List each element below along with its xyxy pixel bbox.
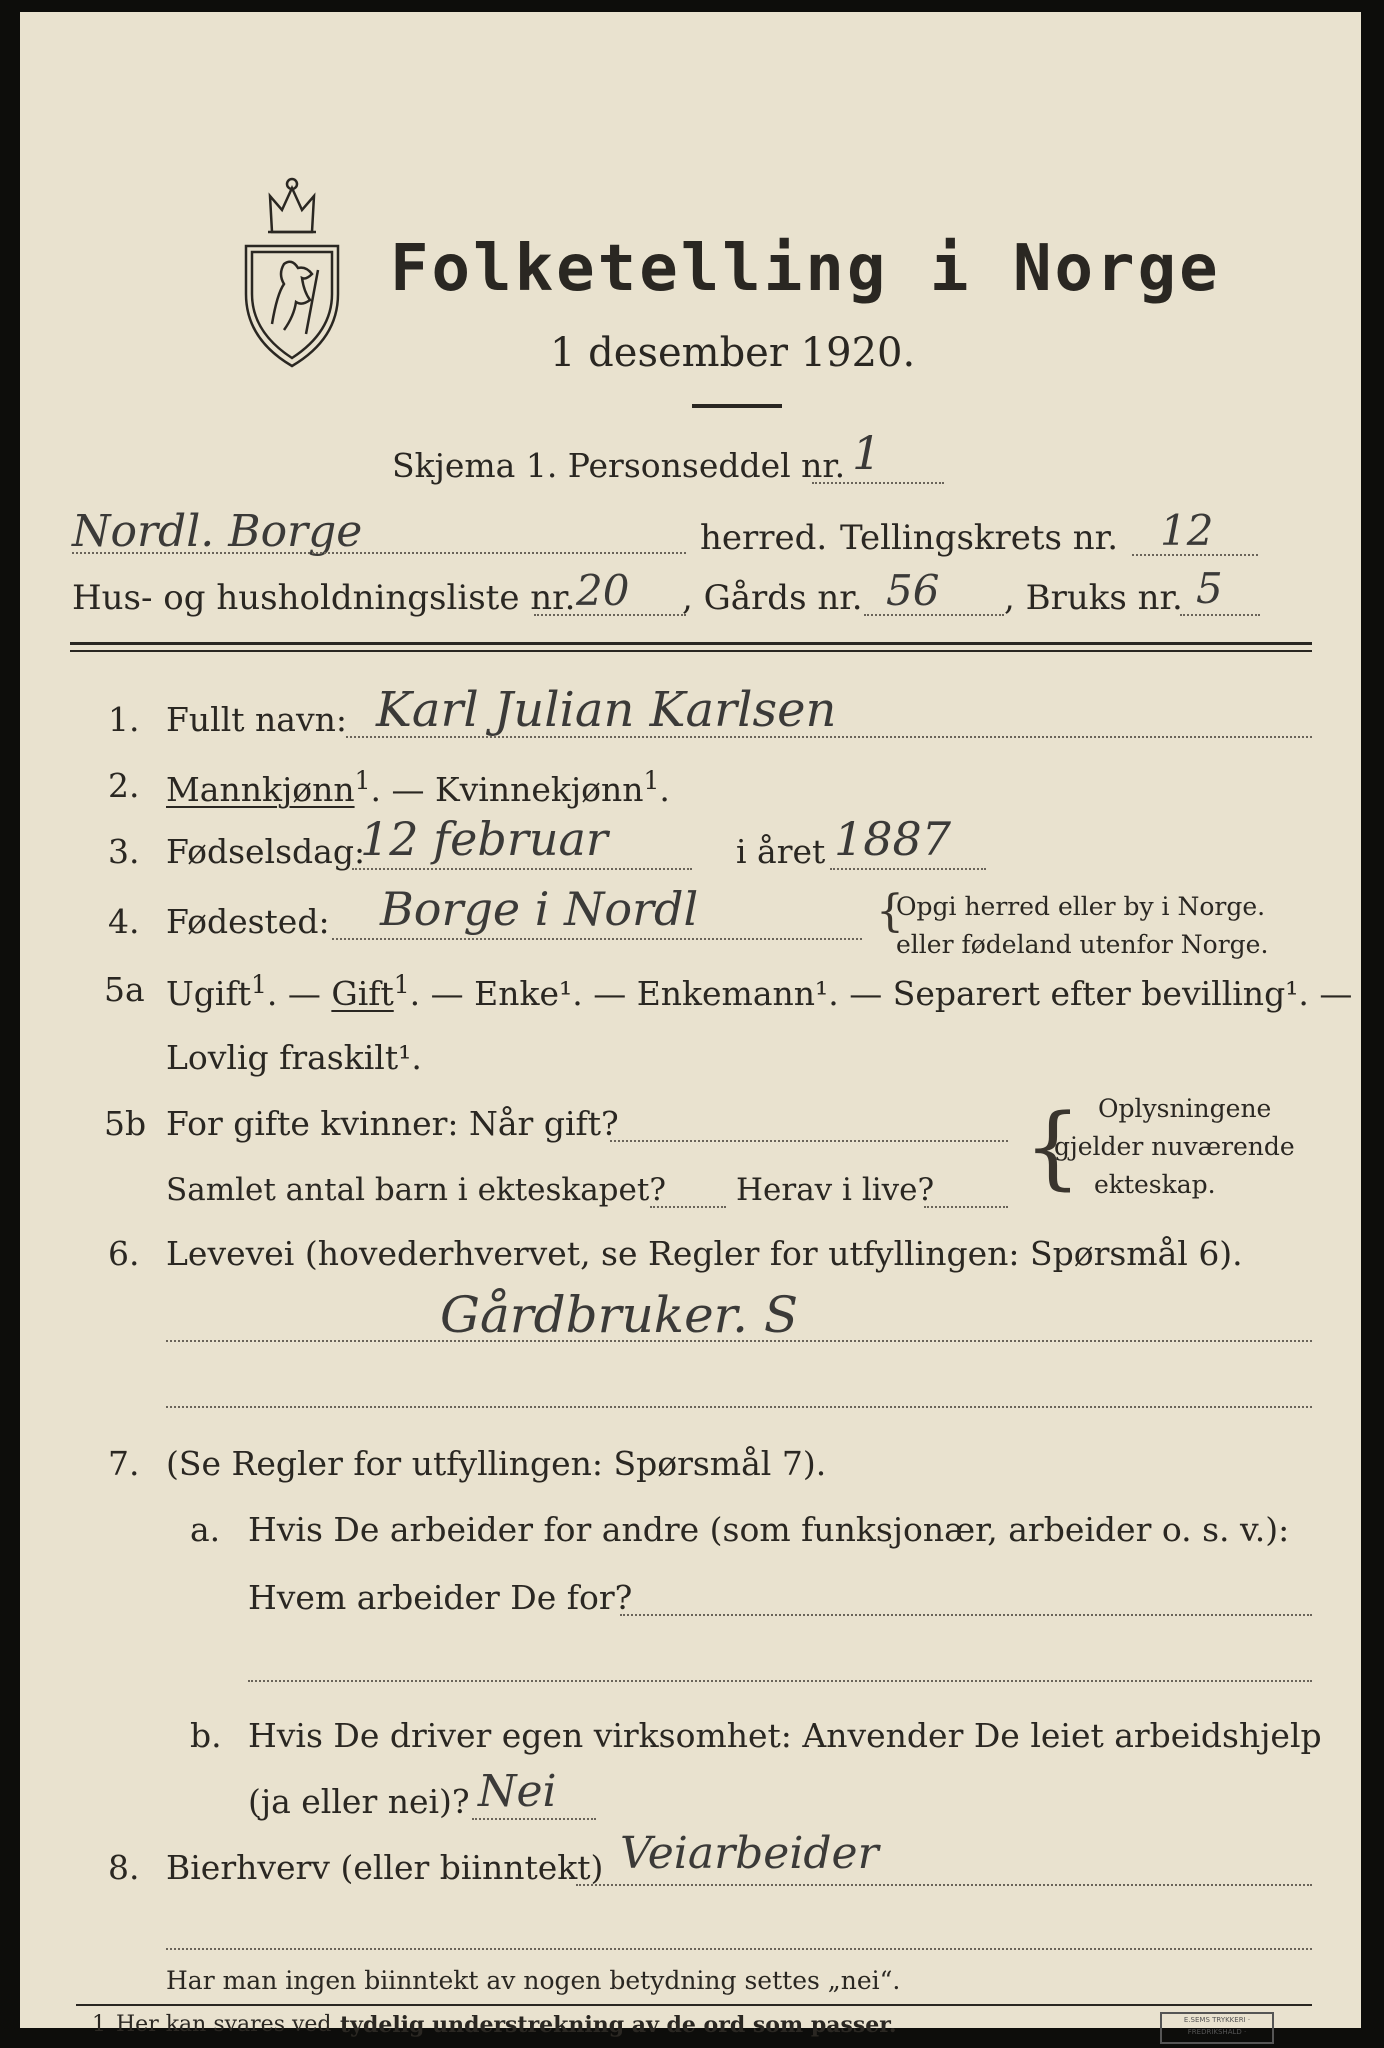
q2-number: 2.: [108, 766, 140, 805]
q3-dotline: [352, 868, 692, 870]
q7a-dotline-2: [248, 1680, 1312, 1682]
q2-sup-2: 1: [643, 766, 660, 795]
q5b-note-3: ekteskap.: [1094, 1170, 1216, 1199]
footnote-number: 1: [92, 2012, 106, 2037]
marital-gift-option: Gift: [331, 974, 394, 1013]
q5a-sep: . —: [266, 974, 332, 1013]
bruks-label: , Bruks nr.: [1004, 578, 1183, 618]
q5b-dotline-3: [924, 1206, 1008, 1208]
tellingskrets-label: Tellingskrets nr.: [840, 518, 1119, 558]
q4-brace: {: [876, 886, 904, 937]
gards-label: , Gårds nr.: [682, 578, 863, 618]
hired-help-value: Nei: [478, 1766, 557, 1817]
q6-number: 6.: [108, 1234, 140, 1273]
footnote-rule: [76, 2004, 1312, 2006]
q6-label: Levevei (hovederhvervet, se Regler for utfyllingen: Spørsmål 6).: [166, 1234, 1243, 1273]
q5b-line-1: For gifte kvinner: Når gift?: [166, 1104, 619, 1143]
header-rule-bottom: [70, 650, 1312, 652]
q8-label: Bierhverv (eller biinntekt): [166, 1848, 604, 1887]
marital-ugift-option: Ugift: [166, 974, 251, 1013]
occupation-value: Gårdbruker. S: [440, 1286, 799, 1344]
q7-number: 7.: [108, 1444, 140, 1483]
hus-label: Hus- og husholdningsliste nr.: [72, 578, 576, 618]
footnote-text-b: tydelig understrekning av de ord som passer.: [340, 2012, 897, 2038]
q5b-dotline-1: [610, 1140, 1008, 1142]
q7a-letter: a.: [190, 1510, 221, 1549]
printer-stamp: E.SEMS TRYKKERI · FREDRIKSHALD ·: [1160, 2012, 1274, 2044]
q5b-brace: {: [1024, 1095, 1082, 1200]
q3-year-label: i året: [736, 832, 826, 871]
q3-year-dotline: [830, 868, 986, 870]
q8-dotline-2: [166, 1948, 1312, 1950]
q5b-alive-label: Herav i live?: [736, 1172, 935, 1208]
q4-note-1: Opgi herred eller by i Norge.: [896, 892, 1266, 921]
side-occupation-value: Veiarbeider: [620, 1828, 879, 1879]
q6-dotline-2: [166, 1406, 1312, 1408]
q3-number: 3.: [108, 832, 140, 871]
title-divider: [692, 404, 782, 408]
gender-male-option: Mannkjønn: [166, 770, 355, 809]
no-income-note: Har man ingen biinntekt av nogen betydning settes „nei“.: [166, 1966, 901, 1995]
skjema-nr-value: 1: [852, 426, 882, 480]
header-rule-top: [70, 642, 1312, 645]
q7b-line-2: (ja eller nei)?: [248, 1782, 470, 1821]
census-form-sheet: [20, 12, 1361, 2038]
marital-other-options: . — Enke¹. — Enkemann¹. — Separert efter bevilling¹. —: [409, 974, 1353, 1013]
skjema-dotline: [812, 482, 944, 484]
birth-year-value: 1887: [834, 812, 952, 866]
birthplace-value: Borge i Nordl: [380, 882, 699, 936]
q4-number: 4.: [108, 902, 140, 941]
q7a-line-2: Hvem arbeider De for?: [248, 1578, 633, 1617]
q6-dotline-1: [166, 1340, 1312, 1342]
norwegian-coat-of-arms-icon: [232, 174, 352, 374]
gards-nr-value: 56: [886, 566, 940, 615]
q5b-number: 5b: [104, 1104, 147, 1143]
herred-label: herred.: [700, 518, 828, 558]
q5a-line-1: Ugift$^1$. — Gift$^1$. — Enke¹. — Enkemann¹. — Separert efter bevilling¹. —: [166, 970, 1353, 1013]
q4-dotline: [332, 938, 862, 940]
q7a-line-1: Hvis De arbeider for andre (som funksjonær, arbeider o. s. v.):: [248, 1510, 1290, 1549]
q5b-note-2: gjelder nuværende: [1054, 1132, 1295, 1161]
tellingskrets-nr-value: 12: [1160, 506, 1214, 555]
q7b-dotline: [472, 1818, 596, 1820]
q7a-dotline-1: [620, 1614, 1312, 1616]
gender-female-option: Kvinnekjønn: [434, 770, 644, 809]
hus-nr-value: 20: [576, 566, 630, 615]
q7-label: (Se Regler for utfyllingen: Spørsmål 7).: [166, 1444, 827, 1483]
census-date: 1 desember 1920.: [550, 330, 916, 376]
q5b-note-1: Oplysningene: [1098, 1094, 1272, 1123]
bruks-dotline: [1180, 614, 1260, 616]
birthdate-value: 12 februar: [360, 812, 608, 866]
q5a-number: 5a: [104, 970, 145, 1009]
q4-note-2: eller fødeland utenfor Norge.: [896, 930, 1269, 959]
q1-number: 1.: [108, 700, 140, 739]
q5a-line-2: Lovlig fraskilt¹.: [166, 1038, 422, 1077]
q2-line: Mannkjønn$^1$. — Kvinnekjønn$^1$.: [166, 766, 670, 809]
skjema-label: Skjema 1. Personseddel nr.: [392, 446, 846, 485]
q7b-letter: b.: [190, 1716, 222, 1755]
q5b-children-label: Samlet antal barn i ekteskapet?: [166, 1172, 666, 1208]
q3-label: Fødselsdag:: [166, 832, 366, 871]
form-title: Folketelling i Norge: [390, 232, 1221, 306]
full-name-value: Karl Julian Karlsen: [376, 682, 837, 738]
q2-sep: . —: [370, 770, 435, 809]
q8-number: 8.: [108, 1848, 140, 1887]
q2-sup-1: 1: [354, 766, 371, 795]
q8-dotline-1: [576, 1884, 1312, 1886]
footnote-text-a: Her kan svares ved: [116, 2012, 332, 2037]
q5b-dotline-2: [650, 1206, 726, 1208]
district-value: Nordl. Borge: [72, 506, 363, 557]
q4-label: Fødested:: [166, 902, 330, 941]
district-dotline: [72, 552, 686, 554]
q1-label: Fullt navn:: [166, 700, 347, 739]
q7b-line-1: Hvis De driver egen virksomhet: Anvender De leiet arbeidshjelp: [248, 1716, 1322, 1755]
bruks-nr-value: 5: [1196, 564, 1223, 613]
